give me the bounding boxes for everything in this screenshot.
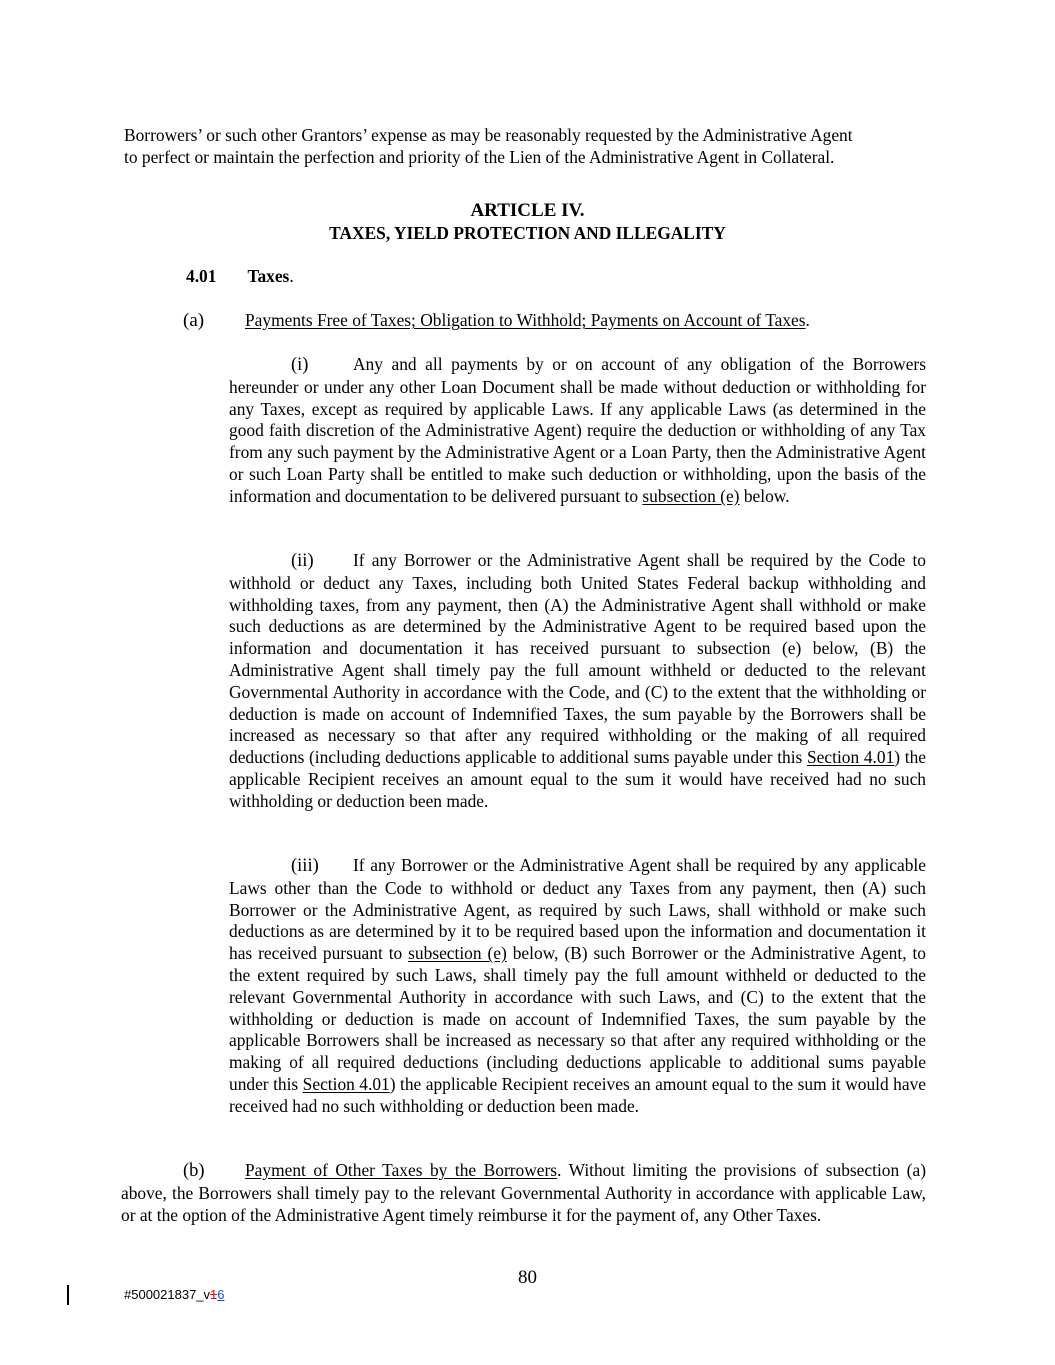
paragraph-i-text-end: below. <box>739 485 790 506</box>
inserted-version: 6 <box>217 1287 225 1302</box>
revision-change-bar <box>67 1285 69 1305</box>
subsection-b <box>121 1160 926 1226</box>
paragraph-ii-text: If any Borrower or the Administrative Agent shall be required by the Code to withhold or deduct any Taxes, including both United States Federal backup withholding and withholding taxes, from any payment, then (A) the Administrative Agent shall withhold or make such deductions as are determined by the Administrative Agent to be required based upon the information and documentation it has received pursuant to subsection (e) below, (B) the Administrative Agent shall timely pay the full amount withheld or deducted to the relevant Governmental Authority in accordance with the Code, and (C) to the extent that the withholding or deduction is made on account of Indemnified Taxes, the sum payable by the Borrowers shall be increased as necessary so that after any required withholding or the making of all required deductions (including deductions applicable to additional sums payable under this <box>229 550 926 768</box>
intro-line-1: Borrowers’ or such other Grantors’ expense as may be reasonably requested by the Administrative Agent <box>124 125 853 145</box>
document-id <box>124 1287 225 1303</box>
paragraph-iii-text-middle: below, (B) such Borrower or the Administrative Agent, to the extent required by such Laws, shall timely pay the full amount withheld or deducted to the relevant Governmental Authority in accordance with such Laws, and (C) to the extent that the withholding or deduction is made on account of Indemnified Taxes, the sum payable by the applicable Borrowers shall be increased as necessary so that after any required withholding or the making of all required deductions (including deductions applicable to additional sums payable under this <box>229 943 926 1094</box>
subsection-b-label: (b) <box>183 1161 205 1181</box>
subsection-e-link[interactable]: subsection (e) <box>642 485 740 506</box>
section-number: 4.01 <box>186 266 217 286</box>
section-4-01-link[interactable]: Section 4.01 <box>302 1073 390 1094</box>
section-period: . <box>289 266 294 286</box>
paragraph-i-label: (i) <box>291 355 309 375</box>
subsection-a-heading-text: Payments Free of Taxes; Obligation to Withhold; Payments on Account of Taxes <box>245 310 806 330</box>
page-number: 80 <box>518 1267 537 1288</box>
paragraph-ii-text-end: ) the applicable Recipient receives an amount equal to the sum it would have received had no such withholding or deduction been made. <box>229 747 926 811</box>
document-id-prefix: #500021837_v <box>124 1287 211 1302</box>
subsection-a-period: . <box>805 310 810 330</box>
article-title: ARTICLE IV. <box>470 200 585 221</box>
deleted-version: 1 <box>210 1287 218 1302</box>
section-title: Taxes <box>247 266 290 286</box>
subsection-b-heading: Payment of Other Taxes by the Borrowers <box>245 1160 558 1180</box>
section-4-01-link[interactable]: Section 4.01 <box>807 747 895 768</box>
paragraph-iii-text: If any Borrower or the Administrative Agent shall be required by any applicable Laws other than the Code to withhold or deduct any Taxes from any payment, then (A) such Borrower or the Administrative Agent, as required by such Laws, shall withhold or make such deductions as are determined by it to be required based upon the information and documentation it has received pursuant to <box>229 855 926 964</box>
paragraph-i <box>229 354 926 508</box>
paragraph-iii-text-end: ) the applicable Recipient receives an amount equal to the sum it would have received had no such withholding or deduction been made. <box>229 1073 926 1116</box>
article-subtitle: TAXES, YIELD PROTECTION AND ILLEGALITY <box>329 223 726 243</box>
subsection-a-label: (a) <box>183 310 205 331</box>
paragraph-i-text: Any and all payments by or on account of any obligation of the Borrowers hereunder or under any other Loan Document shall be made without deduction or withholding for any Taxes, except as required by applicable Laws. If any applicable Laws (as determined in the good faith discretion of the Administrative Agent) require the deduction or withholding of any Tax from any such payment by the Administrative Agent or a Loan Party, then the Administrative Agent or such Loan Party shall be entitled to make such deduction or withholding, upon the basis of the information and documentation to be delivered pursuant to <box>229 354 926 506</box>
paragraph-iii-label: (iii) <box>291 856 319 876</box>
subsection-a-heading <box>245 310 810 332</box>
subsection-e-link[interactable]: subsection (e) <box>408 943 507 964</box>
section-heading <box>186 266 294 288</box>
paragraph-ii-label: (ii) <box>291 551 314 571</box>
intro-line-2: to perfect or maintain the perfection and priority of the Lien of the Administrative Agent in Collateral. <box>124 147 835 167</box>
paragraph-ii <box>229 550 926 813</box>
subsection-b-text: . Without limiting the provisions of subsection (a) above, the Borrowers shall timely pay to the relevant Governmental Authority in accordance with applicable Law, or at the option of the Administrative Agent timely reimburse it for the payment of, any Other Taxes. <box>121 1160 926 1225</box>
paragraph-iii <box>229 855 926 1118</box>
